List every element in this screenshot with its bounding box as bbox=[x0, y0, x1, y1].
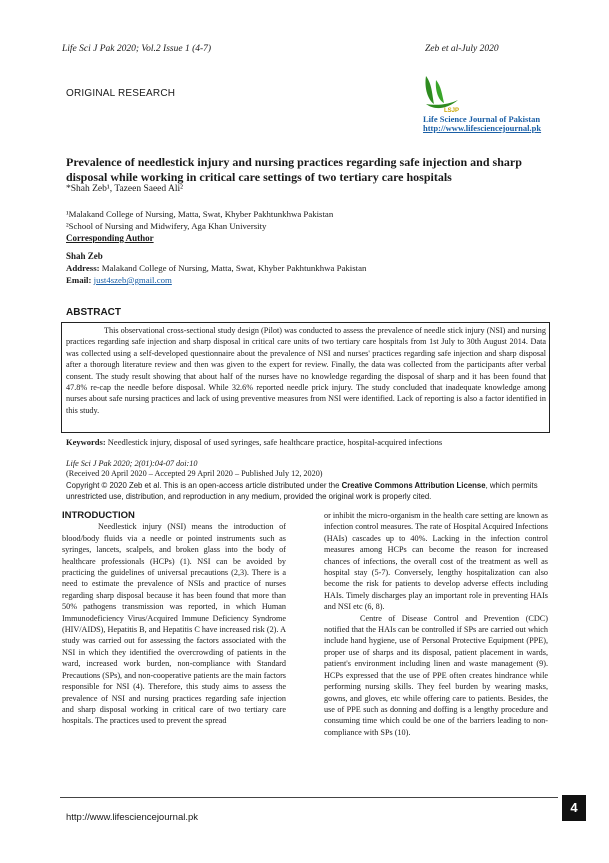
page-number: 4 bbox=[562, 795, 586, 821]
email-label: Email: bbox=[66, 275, 92, 285]
introduction-heading: INTRODUCTION bbox=[62, 510, 135, 521]
address-text: Malakand College of Nursing, Matta, Swat, Khyber Pakhtunkhwa Pakistan bbox=[101, 263, 367, 273]
received-dates: (Received 20 April 2020 – Accepted 29 April 2020 – Published July 12, 2020) bbox=[66, 469, 323, 478]
running-header-right: Zeb et al-July 2020 bbox=[425, 44, 499, 54]
corresponding-author-name: Shah Zeb bbox=[66, 251, 103, 261]
abstract-heading: ABSTRACT bbox=[66, 307, 121, 318]
body-paragraph: Needlestick injury (NSI) means the introduction of blood/body fluids via a needle or pointed instruments such as syringes, lancets, scalpels, and broken glass into the body of healthcare professionals (HCPs) (1). NSI can be avoided by practicing the guidelines of universal precautions (2,3). There is a need to estimate the prevalence of NSIs and practice of nurses regarding sharp disposal because it has been found that more than 50% pathogens transmission was reported, in which Human Immunodeficiency Virus/Acquired Immune Deficiency Syndrome (HIV/AIDS), Hepatitis B, and Hepatitis C have increased risk (2). A study was carried out for assessing the factors associated with the NSI in which they identified the overcrowding of patients in the ward, increased work burden, non-compliance with Standard Precautions (SPs), and non-cooperative patients are the main factors responsible for NSI (4). Therefore, this study aims to assess the prevalence of NSI and nursing practices regarding safe injection and sharp disposal working in critical care of two tertiary care hospitals. The practices used to prevent the spread bbox=[62, 522, 286, 726]
copyright-notice bbox=[66, 480, 556, 502]
copyright-suffix: , which permits unrestricted use, distribution, and reproduction in any medium, provided the original work is properly cited. bbox=[66, 481, 538, 501]
affiliation-1: ¹Malakand College of Nursing, Matta, Swat, Khyber Pakhtunkhwa Pakistan bbox=[66, 209, 334, 219]
copyright-prefix: Copyright © 2020 Zeb et al. This is an open-access article distributed under the bbox=[66, 481, 342, 490]
corresponding-author-heading: Corresponding Author bbox=[66, 233, 154, 243]
license-name: Creative Commons Attribution License bbox=[341, 481, 486, 490]
journal-name: Life Science Journal of Pakistan bbox=[423, 114, 541, 124]
keywords-label: Keywords: bbox=[66, 437, 106, 447]
corresponding-address bbox=[66, 263, 366, 273]
running-header-left: Life Sci J Pak 2020; Vol.2 Issue 1 (4-7) bbox=[62, 44, 212, 54]
body-paragraph: or inhibit the micro-organism in the health care setting are known as infection control measures. The rate of Hospital Acquired Infections (HAIs) cascades up to 40%. Lacking in the infection control measures among HCPs can become the reason for increased chances of infections, the overall cost of the treatment as well as hospital stay (5-7). Conversely, lengthy hospitalization can also become the risk for patients to develop adverse effects including HAIs. Timely discharges play an important role in preventing HAIs and NSI etc (6, 8). bbox=[324, 511, 548, 612]
keywords bbox=[66, 437, 556, 447]
svg-text:LSJP: LSJP bbox=[444, 108, 460, 114]
citation: Life Sci J Pak 2020; 2(01):04-07 doi:10 bbox=[66, 459, 198, 468]
body-column-right bbox=[324, 510, 548, 738]
body-paragraph: Centre of Disease Control and Prevention (CDC) notified that the HAIs can be controlled if SPs are carried out which include hand hygiene, use of Personal Protective Equipment (PPE), proper use of sharps and its disposal, patient placement in wards, patient's environment including linen and waste management (9). HCPs expressed that the use of PPE often creates hindrance while performing nursing skills. They feel burden by wearing masks, gowns, and gloves, etc while offering care to patients. Besides, the use of PPE such as donning and doffing is a lengthy procedure and consuming time which could be one of the barriers leading to non-compliance with SPs (10). bbox=[324, 613, 548, 737]
address-label: Address: bbox=[66, 263, 100, 273]
authors: *Shah Zeb¹, Tazeen Saeed Ali² bbox=[66, 184, 183, 194]
affiliation-2: ²School of Nursing and Midwifery, Aga Khan University bbox=[66, 221, 267, 231]
email-link[interactable]: just4szeb@gmail.com bbox=[93, 275, 172, 285]
journal-url-link[interactable]: http://www.lifesciencejournal.pk bbox=[423, 123, 542, 133]
body-column-left bbox=[62, 510, 286, 727]
article-title: Prevalence of needlestick injury and nursing practices regarding safe injection and sharp disposal while working in critical care settings of two tertiary care hospitals bbox=[66, 155, 522, 184]
footer-url[interactable]: http://www.lifesciencejournal.pk bbox=[66, 812, 199, 823]
footer-divider bbox=[60, 797, 558, 798]
corresponding-email bbox=[66, 275, 172, 285]
section-label: ORIGINAL RESEARCH bbox=[66, 88, 176, 99]
keywords-text: Needlestick injury, disposal of used syringes, safe healthcare practice, hospital-acquired infections bbox=[107, 437, 443, 447]
leaf-logo-icon bbox=[420, 70, 464, 114]
abstract-text: This observational cross-sectional study design (Pilot) was conducted to assess the prevalence of needle stick injury (NSI) and nursing practices regarding safe injection and sharp disposal in critical care units of two tertiary care hospitals from 1st July to 30th August 2014. Data was collected using a self-developed questionnaire about the prevalence of NSI and nurses' practices regarding safe injection and sharp disposal after a thorough literature review and then was given to the expert for review. Finally, the data was collected from the participants after verbal consent. The study result showing that about half of the nurses have no knowledge regarding the disposal of sharp and it has been found that 47.8% re-cap the needle before disposal. While 32.6% reported needle prick injury. The study concluded that inadequate knowledge among nurses about safe nursing practices and lack of using preventive measures from NSI were identified. Lack of reporting is also a factor identified in this study. bbox=[66, 326, 546, 415]
journal-logo bbox=[420, 70, 464, 114]
